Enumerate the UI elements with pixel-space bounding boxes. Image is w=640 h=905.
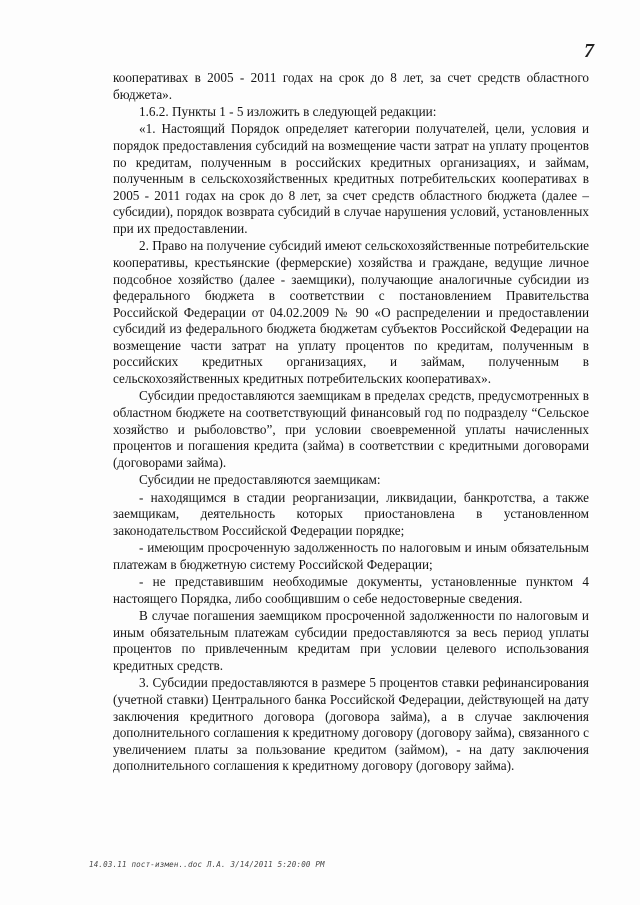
paragraph-5: Субсидии предоставляются заемщикам в пределах средств, предусмотренных в областном бюджете на соответствующий финансовый год по подразделу “Сельское хозяйство и рыболовство”, при условии своевременной уплаты начисленных процентов и погашения кредита (займа) в соответствии с кредитными договорами (договорами займа). [113,388,589,470]
list-item-1: - находящимся в стадии реорганизации, ликвидации, банкротства, а также заемщикам, деятельность которых приостановлена в установленном законодательством Российской Федерации порядке; [113,489,589,538]
list-item-3: - не представившим необходимые документы, установленные пунктом 4 настоящего Порядка, либо сообщившим о себе недостоверные сведения. [113,574,589,606]
paragraph-6: Субсидии не предоставляются заемщикам: [139,472,381,488]
file-footer: 14.03.11 пост-измен..doc Л.А. 3/14/2011 5:20:00 PM [89,860,325,869]
page-number: 7 [584,40,594,62]
paragraph-2: 1.6.2. Пункты 1 - 5 изложить в следующей редакции: [139,103,437,119]
list-item-2: - имеющим просроченную задолженность по налоговым и иным обязательным платежам в бюджетную систему Российской Федерации; [113,540,589,572]
paragraph-8: 3. Субсидии предоставляются в размере 5 процентов ставки рефинансирования (учетной ставки) Центрального банка Российской Федерации, действующей на дату заключения кредитного договора (договора займа), а в случае заключения дополнительного соглашения к кредитному договору (договору займа), связанного с увеличением платы за пользование кредитом (займом), - на дату заключения дополнительного соглашения к кредитному договору (договору займа). [113,675,589,774]
paragraph-7: В случае погашения заемщиком просроченной задолженности по налоговым и иным обязательным платежам субсидии предоставляются за весь период уплаты процентов по привлеченным кредитам при условии целевого использования кредитных средств. [113,608,589,673]
document-body [113,70,589,776]
paragraph-4: 2. Право на получение субсидий имеют сельскохозяйственные потребительские кооперативы, крестьянские (фермерские) хозяйства и граждане, ведущие личное подсобное хозяйство (далее - заемщики), получающие аналогичные субсидии из федерального бюджета в соответствии с постановлением Правительства Российской Федерации от 04.02.2009 № 90 «О распределении и предоставлении субсидий из федерального бюджета бюджетам субъектов Российской Федерации на возмещение части затрат на уплату процентов по кредитам, полученным в российских кредитных организациях, и займам, полученным в сельскохозяйственных кредитных потребительских кооперативах». [113,238,589,387]
paragraph-1: кооперативах в 2005 - 2011 годах на срок до 8 лет, за счет средств областного бюджета». [113,70,589,102]
paragraph-3: «1. Настоящий Порядок определяет категории получателей, цели, условия и порядок предоставления субсидий на возмещение части затрат на уплату процентов по кредитам, полученным в российских кредитных организациях, и займам, полученным в сельскохозяйственных кредитных потребительских кооперативах в 2005 - 2011 годах на срок до 8 лет, за счет средств областного бюджета (далее – субсидии), порядок возврата субсидий в случае нарушения условий, установленных при их предоставлении. [113,121,589,236]
